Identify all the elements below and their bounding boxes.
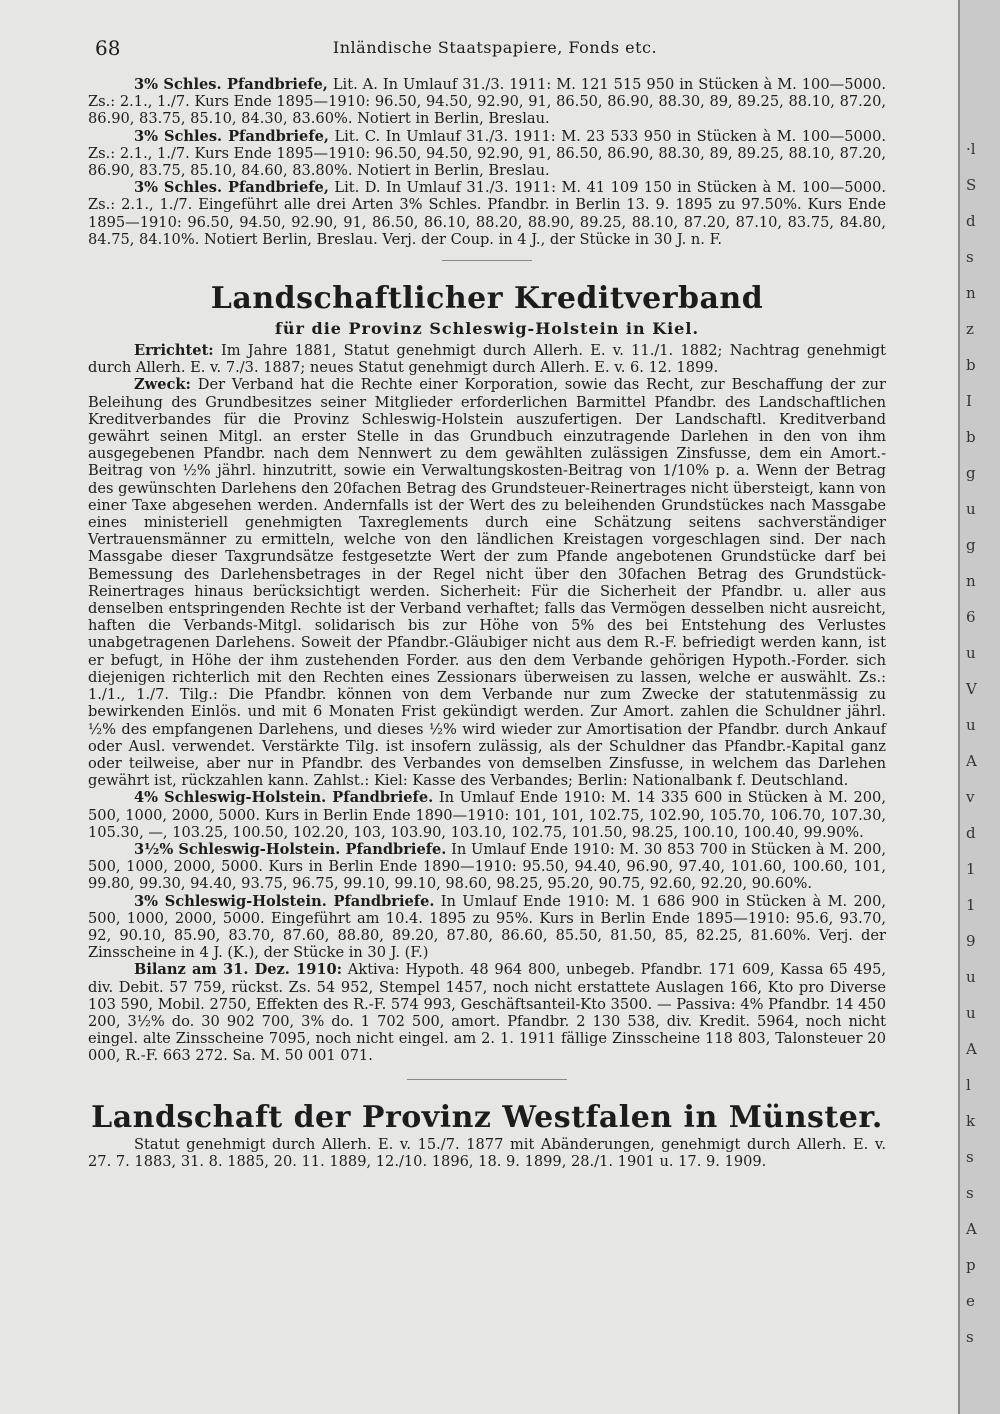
paragraph-text: Der Verband hat die Rechte einer Korporation, sowie das Recht, zur Beschaffung der zur Beleihung des Grundbesitzes seiner Mitglieder erforderlichen Barmittel Pfandbr. des Landschaftlichen Kreditverbandes für die Provinz Schleswig-Holstein auszufertigen. Der Landschaftl. Kreditverband gewährt seinen Mitgl. an erster Stelle in das Grundbuch einzutragende Darlehen in den von ihm ausgegebenen Pfandbr. nach dem Nennwert zu dem gewählten zulässigen Zinsfusse, dem ein Amort.-Beitrag von ½% jährl. hinzutritt, sowie ein Verwaltungskosten-Beitrag von 1/10% p. a. Wenn der Betrag des gewünschten Darlehens den 20fachen Betrag des Grundsteuer-Reinertrages nicht übersteigt, kann von einer Taxe abgesehen werden. Andernfalls ist der Wert des zu beleihenden Grundstückes nach Massgabe eines ministeriell genehmigten Taxreglements durch eine Schätzung seitens sachverständiger Vertrauensmänner zu ermitteln, welche von den ländlichen Kreistagen vorgeschlagen sind. Der nach Massgabe dieser Taxgrundsätze festgesetzte Wert der zum Pfande angebotenen Grundstücke darf bei Bemessung des Darlehensbetrages in der Regel nicht über den 30fachen Betrag des Grundstück-Reinertrages hinaus berücksichtigt werden. Sicherheit: Für die Sicherheit der Pfandbr. u. aller aus denselben entspringenden Rechte ist der Verband verhaftet; falls das Vermögen desselben nicht ausreicht, haften die Verbands-Mitgl. solidarisch bis zur Höhe von 5% des bei Entstehung des Verlustes unabgetragenen Darlehens. Soweit der Pfandbr.-Gläubiger nicht aus dem R.-F. befriedigt werden kann, ist er befugt, in Höhe der ihm zustehenden Forder. aus den dem Verbande gehörigen Hypoth.-Forder. sich diejenigen richterlich mit den Rechten eines Zessionars überweisen zu lassen, welche er auswählt. Zs.: 1./1., 1./7. Tilg.: Die Pfandbr. können von dem Verbande nur zum Zwecke der statutenmässig zu bewirkenden Einlös. und mit 6 Monaten Frist gekündigt werden. Zur Amort. zahlen die Schuldner jährl. ½% des empfangenen Darlehens, und dieses ½% wird wieder zur Amortisation der Pfandbr. durch Ankauf oder Ausl. verwendet. Verstärkte Tilg. ist insofern zulässig, als der Schuldner das Pfandbr.-Kapital ganz oder teilweise, aber nur in Pfandbr. des Verbandes von demselben Zinsfusse, in welchem das Darlehen gewährt ist, rückzahlen kann. Zahlst.: Kiel: Kasse des Verbandes; Berlin: Nationalbank f. Deutschland. bbox=[88, 376, 886, 790]
page-body bbox=[88, 76, 886, 1170]
adjacent-page-fragment: b bbox=[966, 356, 976, 374]
section-title-muenster: Landschaft der Provinz Westfalen in Münster. bbox=[91, 1099, 883, 1135]
section1-paragraph bbox=[88, 961, 886, 1064]
paragraph-lead: Zweck: bbox=[134, 376, 191, 394]
adjacent-page-fragment: A bbox=[966, 752, 977, 770]
intro-paragraph bbox=[88, 76, 886, 128]
adjacent-page-fragment: A bbox=[966, 1220, 977, 1238]
paragraph-lead: 3½% Schleswig-Holstein. Pfandbriefe. bbox=[134, 840, 447, 858]
adjacent-page-fragment: ·l bbox=[966, 140, 976, 158]
adjacent-page-fragment: s bbox=[966, 1148, 974, 1166]
adjacent-page-edge bbox=[958, 0, 1000, 1414]
adjacent-page-fragment: g bbox=[966, 464, 976, 482]
adjacent-page-fragment: g bbox=[966, 536, 976, 554]
adjacent-page-fragment: b bbox=[966, 428, 976, 446]
adjacent-page-fragment: s bbox=[966, 248, 974, 266]
paragraph-text: Lit. D. In Umlauf 31./3. 1911: M. 41 109 150 in Stücken à M. 100—5000. Zs.: 2.1., 1./7. Eingeführt alle drei Arten 3% Schles. Pfandbr. in Berlin 13. 9. 1895 zu 97.50%. Kurs Ende 1895—1910: 96.50, 94.50, 92.90, 91, 86.50, 86.10, 88.20, 88.90, 89.25, 88.10, 87.20, 87.10, 83.75, 84.80, 84.75, 84.10%. Notiert Berlin, Breslau. Verj. der Coup. in 4 J., der Stücke in 30 J. n. F. bbox=[88, 179, 887, 248]
section1-paragraph bbox=[88, 893, 886, 962]
paragraph-text: Aktiva: Hypoth. 48 964 800, unbegeb. Pfandbr. 171 609, Kassa 65 495, div. Debit. 57 759, rückst. Zs. 54 952, Stempel 1457, noch nicht erstattete Auslagen 166, Kto pro Diverse 103 590, Mobil. 2750, Effekten des R.-F. 574 993, Geschäftsanteil-Kto 3500. — Passiva: 4% Pfandbr. 14 450 200, 3½% do. 30 902 700, 3% do. 1 702 500, amort. Pfandbr. 2 130 538, div. Kredit. 5964, noch nicht eingel. alte Zinsscheine 7095, noch nicht eingel. am 2. 1. 1911 fällige Zinsscheine 118 803, Talonsteuer 20 000, R.-F. 663 272. Sa. M. 50 001 071. bbox=[88, 961, 887, 1065]
adjacent-page-fragment: l bbox=[966, 1076, 971, 1094]
adjacent-page-fragment: k bbox=[966, 1112, 976, 1130]
adjacent-page-fragment: S bbox=[966, 176, 977, 194]
adjacent-page-fragment: u bbox=[966, 644, 976, 662]
section-title-kiel: Landschaftlicher Kreditverband bbox=[210, 281, 764, 317]
adjacent-page-fragment: I bbox=[966, 392, 972, 410]
paragraph-text: In Umlauf Ende 1910: M. 14 335 600 in Stücken à M. 200, 500, 1000, 2000, 5000. Kurs in Berlin Ende 1890—1910: 101, 101, 102.75, 102.90, 105.70, 106.70, 107.30, 105.30, —, 103.25, 100.50, 102.20, 103, 103.90, 103.10, 102.75, 101.50, 98.25, 100.10, 100.40, 99.90%. bbox=[88, 789, 886, 841]
adjacent-page-fragment: u bbox=[966, 716, 976, 734]
section-divider bbox=[407, 1079, 567, 1080]
adjacent-page-fragment: d bbox=[966, 824, 976, 842]
adjacent-page-fragment: u bbox=[966, 500, 976, 518]
section1-paragraph bbox=[88, 376, 886, 789]
adjacent-page-fragment: 1 bbox=[966, 896, 976, 914]
adjacent-page-fragment: v bbox=[966, 788, 975, 806]
adjacent-page-fragment: 1 bbox=[966, 860, 976, 878]
page-number: 68 bbox=[95, 36, 121, 60]
paragraph-text: Lit. A. In Umlauf 31./3. 1911: M. 121 515 950 in Stücken à M. 100—5000. Zs.: 2.1., 1./7. Kurs Ende 1895—1910: 96.50, 94.50, 92.90, 91, 86.50, 86.90, 88.30, 89, 89.25, 88.10, 87.20, 86.90, 83.75, 85.10, 84.30, 83.60%. Notiert in Berlin, Breslau. bbox=[88, 76, 886, 128]
paragraph-lead: Errichtet: bbox=[134, 342, 214, 360]
paragraph-lead: 4% Schleswig-Holstein. Pfandbriefe. bbox=[134, 789, 434, 807]
adjacent-page-fragment: u bbox=[966, 1004, 976, 1022]
section-subtitle-kiel: für die Provinz Schleswig-Holstein in Kiel. bbox=[274, 319, 700, 339]
adjacent-page-fragment: u bbox=[966, 968, 976, 986]
adjacent-page-fragment: 6 bbox=[966, 608, 976, 626]
adjacent-page-fragment: s bbox=[966, 1328, 974, 1346]
adjacent-page-fragment: 9 bbox=[966, 932, 976, 950]
adjacent-page-fragment: A bbox=[966, 1040, 977, 1058]
page-header bbox=[95, 34, 895, 64]
intro-paragraph bbox=[88, 128, 886, 180]
paragraph-lead: 3% Schles. Pfandbriefe, bbox=[134, 76, 328, 93]
adjacent-page-fragment: V bbox=[966, 680, 977, 698]
paragraph-text: In Umlauf Ende 1910: M. 30 853 700 in Stücken à M. 200, 500, 1000, 2000, 5000. Kurs in Berlin Ende 1890—1910: 95.50, 94.40, 96.90, 97.40, 101.60, 100.60, 101, 99.80, 99.30, 94.40, 93.75, 96.75, 99.10, 99.10, 98.60, 98.25, 95.20, 90.75, 92.60, 92.20, 90.60%. bbox=[88, 840, 886, 893]
adjacent-page-fragment: e bbox=[966, 1292, 975, 1310]
adjacent-page-fragment: z bbox=[966, 320, 974, 338]
section2-paragraph bbox=[88, 1136, 886, 1170]
paragraph-lead: 3% Schles. Pfandbriefe, bbox=[134, 127, 329, 145]
section1-paragraph bbox=[88, 789, 886, 841]
section1-paragraph bbox=[88, 841, 886, 893]
paragraph-text: Im Jahre 1881, Statut genehmigt durch Allerh. E. v. 11./1. 1882; Nachtrag genehmigt durch Allerh. E. v. 7./3. 1887; neues Statut genehmigt durch Allerh. E. v. 6. 12. 1899. bbox=[88, 342, 886, 377]
adjacent-page-fragment: s bbox=[966, 1184, 974, 1202]
section-divider bbox=[442, 260, 532, 261]
adjacent-page-fragment: d bbox=[966, 212, 976, 230]
paragraph-lead: Bilanz am 31. Dez. 1910: bbox=[134, 961, 343, 979]
adjacent-page-fragment: n bbox=[966, 284, 976, 302]
paragraph-text: In Umlauf Ende 1910: M. 1 686 900 in Stücken à M. 200, 500, 1000, 2000, 5000. Eingeführt am 10.4. 1895 zu 95%. Kurs in Berlin Ende 1895—1910: 95.6, 93.70, 92, 90.10, 85.90, 83.70, 87.60, 88.80, 89.20, 87.80, 86.60, 85.50, 81.50, 85, 82.25, 81.60%. Verj. der Zinsscheine in 4 J. (K.), der Stücke in 30 J. (F.) bbox=[88, 892, 886, 962]
adjacent-page-fragment: n bbox=[966, 572, 976, 590]
adjacent-page-fragment: p bbox=[966, 1256, 976, 1274]
paragraph-lead: 3% Schleswig-Holstein. Pfandbriefe. bbox=[134, 892, 435, 910]
paragraph-text: Statut genehmigt durch Allerh. E. v. 15./7. 1877 mit Abänderungen, genehmigt durch Allerh. E. v. 27. 7. 1883, 31. 8. 1885, 20. 11. 1889, 12./10. 1896, 18. 9. 1899, 28./1. 1901 u. 17. 9. 1909. bbox=[88, 1135, 886, 1170]
section1-paragraph bbox=[88, 342, 886, 376]
intro-paragraph bbox=[88, 179, 886, 248]
paragraph-lead: 3% Schles. Pfandbriefe, bbox=[134, 179, 329, 197]
paragraph-text: Lit. C. In Umlauf 31./3. 1911: M. 23 533 950 in Stücken à M. 100—5000. Zs.: 2.1., 1./7. Kurs Ende 1895—1910: 96.50, 94.50, 92.90, 91, 86.50, 86.90, 88.30, 89, 89.25, 88.10, 87.20, 86.90, 83.75, 85.10, 84.60, 83.80%. Notiert in Berlin, Breslau. bbox=[88, 127, 887, 180]
running-title: Inländische Staatspapiere, Fonds etc. bbox=[332, 38, 658, 57]
